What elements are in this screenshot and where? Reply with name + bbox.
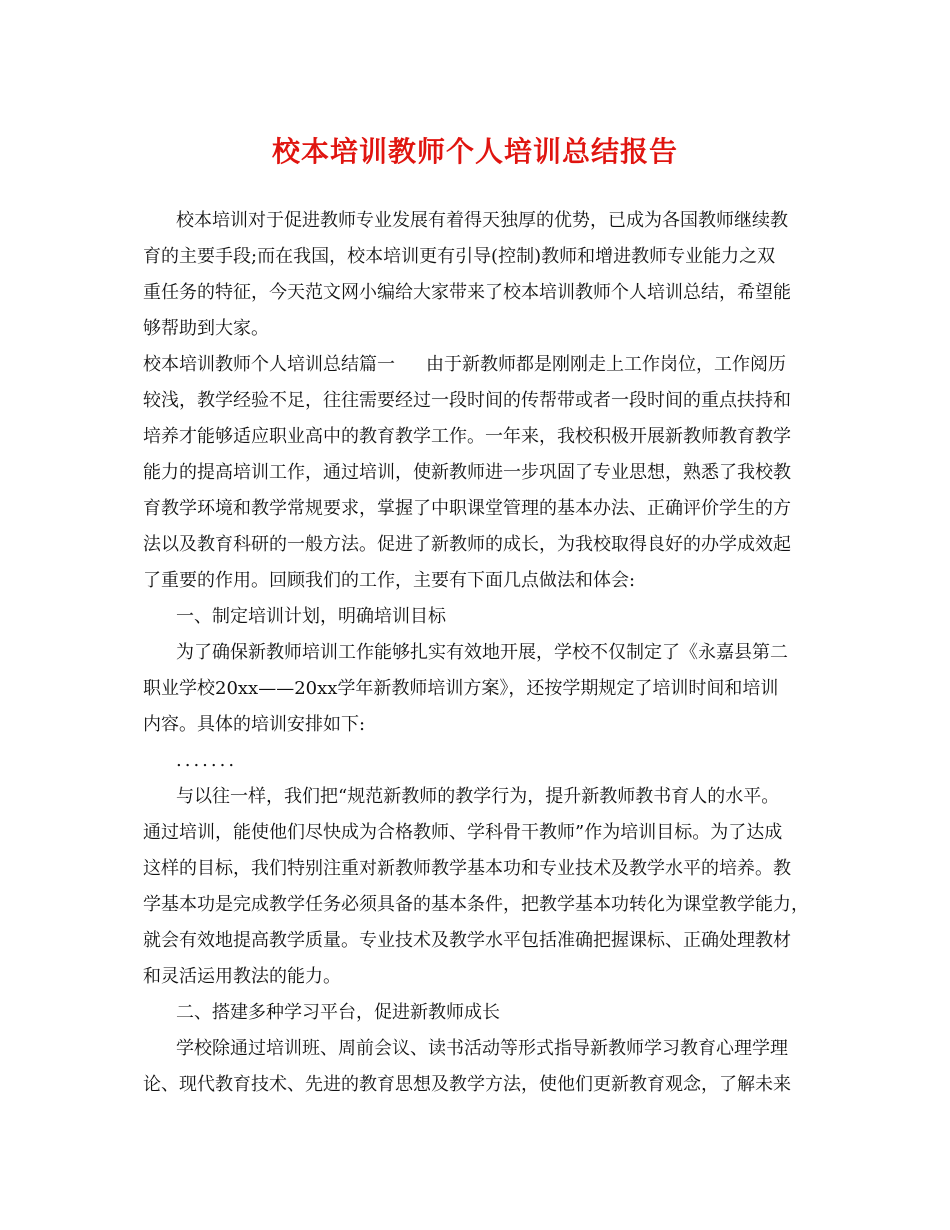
paragraph-line: 育教学环境和教学常规要求，掌握了中职课堂管理的基本办法、正确评价学生的方 xyxy=(143,498,791,519)
section-heading: 一、制定培训计划，明确培训目标 xyxy=(176,606,446,627)
paragraph-line: 论、现代教育技术、先进的教育思想及教学方法，使他们更新教育观念，了解未来 xyxy=(143,1074,791,1095)
paragraph-line: 培养才能够适应职业高中的教育教学工作。一年来，我校积极开展新教师教育教学 xyxy=(143,426,791,447)
section-heading: 二、搭建多种学习平台，促进新教师成长 xyxy=(176,1002,500,1023)
paragraph-line: 和灵活运用教法的能力。 xyxy=(143,966,341,987)
section-heading: 校本培训教师个人培训总结篇一 xyxy=(143,354,395,375)
paragraph-line: 通过培训，能使他们尽快成为合格教师、学科骨干教师”作为培训目标。为了达成 xyxy=(143,822,783,843)
paragraph-line: 校本培训对于促进教师专业发展有着得天独厚的优势，已成为各国教师继续教 xyxy=(176,210,788,231)
paragraph-line: 由于新教师都是刚刚走上工作岗位，工作阅历 xyxy=(426,354,786,375)
paragraph-line: 与以往一样，我们把“规范新教师的教学行为，提升新教师教书育人的水平。 xyxy=(176,786,780,807)
paragraph-line: 职业学校20xx——20xx学年新教师培训方案》，还按学期规定了培训时间和培训 xyxy=(143,678,779,699)
paragraph-line: 重任务的特征，今天范文网小编给大家带来了校本培训教师个人培训总结，希望能 xyxy=(143,282,791,303)
paragraph-line: 育的主要手段;而在我国，校本培训更有引导(控制)教师和增进教师专业能力之双 xyxy=(143,246,776,267)
paragraph-line: 内容。具体的培训安排如下: xyxy=(143,714,366,735)
paragraph-line: 这样的目标，我们特别注重对新教师教学基本功和专业技术及教学水平的培养。教 xyxy=(143,858,791,879)
paragraph-line: 能力的提高培训工作，通过培训，使新教师进一步巩固了专业思想，熟悉了我校教 xyxy=(143,462,791,483)
document-title: 校本培训教师个人培训总结报告 xyxy=(271,135,678,168)
paragraph-line: 学基本功是完成教学任务必须具备的基本条件，把教学基本功转化为课堂教学能力， xyxy=(143,894,809,915)
ellipsis-line: ....... xyxy=(176,750,238,771)
paragraph-line: 学校除通过培训班、周前会议、读书活动等形式指导新教师学习教育心理学理 xyxy=(176,1038,788,1059)
paragraph-line: 较浅，教学经验不足，往往需要经过一段时间的传帮带或者一段时间的重点扶持和 xyxy=(143,390,791,411)
paragraph-line: 了重要的作用。回顾我们的工作，主要有下面几点做法和体会: xyxy=(143,570,636,591)
paragraph-line: 就会有效地提高教学质量。专业技术及教学水平包括准确把握课标、正确处理教材 xyxy=(143,930,791,951)
paragraph-line: 法以及教育科研的一般方法。促进了新教师的成长，为我校取得良好的办学成效起 xyxy=(143,534,791,555)
paragraph-line: 为了确保新教师培训工作能够扎实有效地开展，学校不仅制定了《永嘉县第二 xyxy=(176,642,788,663)
paragraph-line: 够帮助到大家。 xyxy=(143,318,269,339)
